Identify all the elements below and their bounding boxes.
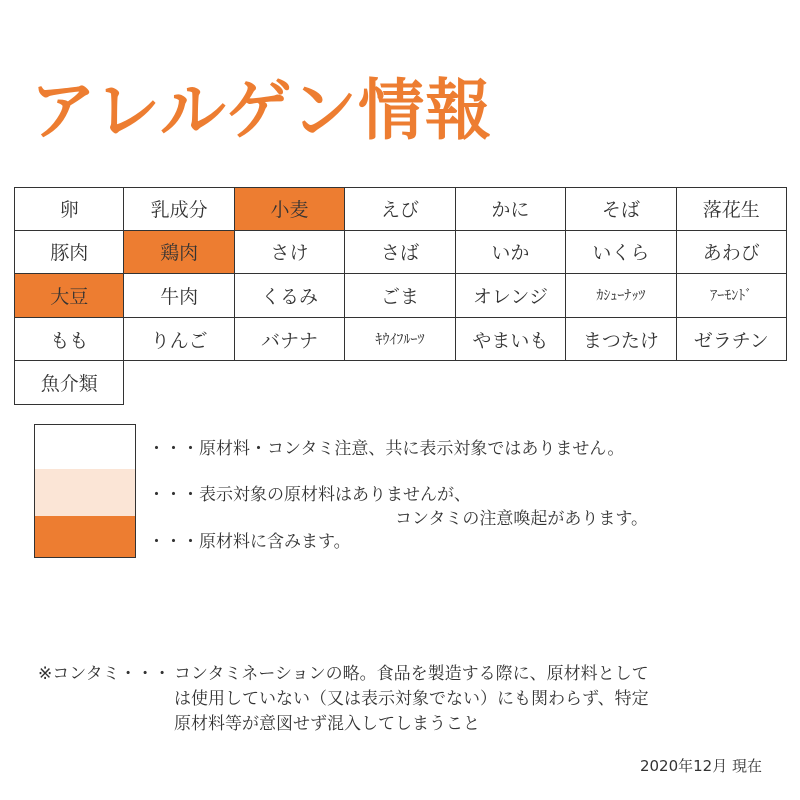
page-title: アレルゲン情報 (30, 72, 493, 149)
allergen-cell: あわび (677, 231, 787, 275)
legend-swatch-contamination (34, 469, 136, 517)
allergen-cell: かに (456, 187, 566, 231)
allergen-cell: もも (14, 318, 124, 362)
allergen-cell: さけ (235, 231, 345, 275)
allergen-cell: 牛肉 (124, 274, 234, 318)
allergen-cell: やまいも (456, 318, 566, 362)
allergen-cell: くるみ (235, 274, 345, 318)
allergen-cell: ゼラチン (677, 318, 787, 362)
date-stamp: 2020年12月 現在 (639, 757, 762, 775)
allergen-cell: 魚介類 (14, 361, 124, 405)
legend-text-contains: ・・・原材料に含みます。 (148, 532, 351, 552)
legend-text-none: ・・・原材料・コンタミ注意、共に表示対象ではありません。 (148, 439, 625, 459)
note-line-1: コンタミネーションの略。食品を製造する際に、原材料として (174, 664, 649, 684)
allergen-cell: そば (566, 187, 676, 231)
allergen-cell: 落花生 (677, 187, 787, 231)
allergen-cell: いくら (566, 231, 676, 275)
allergen-cell: りんご (124, 318, 234, 362)
allergen-cell: 鶏肉 (124, 231, 234, 275)
legend-swatch-none (34, 424, 136, 470)
allergen-cell: ｷｳｲﾌﾙｰﾂ (345, 318, 455, 362)
allergen-cell: バナナ (235, 318, 345, 362)
note-label: ※コンタミ・・・ (38, 664, 171, 684)
allergen-cell: えび (345, 187, 455, 231)
allergen-cell: 小麦 (235, 187, 345, 231)
allergen-cell: いか (456, 231, 566, 275)
allergen-cell: ｶｼｭｰﾅｯﾂ (566, 274, 676, 318)
allergen-cell: ごま (345, 274, 455, 318)
legend-text-contamination-2: コンタミの注意喚起があります。 (395, 509, 648, 529)
allergen-cell: まつたけ (566, 318, 676, 362)
allergen-cell: さば (345, 231, 455, 275)
allergen-cell: 乳成分 (124, 187, 234, 231)
allergen-cell: 卵 (14, 187, 124, 231)
legend-text-contamination-1: ・・・表示対象の原材料はありませんが、 (148, 485, 471, 505)
allergen-cell: オレンジ (456, 274, 566, 318)
legend-swatch-contains (34, 516, 136, 558)
allergen-cell: 大豆 (14, 274, 124, 318)
allergen-cell: ｱｰﾓﾝﾄﾞ (677, 274, 787, 318)
note-line-2: は使用していない（又は表示対象でない）にも関わらず、特定 (174, 689, 649, 709)
allergen-cell: 豚肉 (14, 231, 124, 275)
note-line-3: 原材料等が意図せず混入してしまうこと (174, 714, 480, 734)
allergen-table (14, 187, 787, 405)
